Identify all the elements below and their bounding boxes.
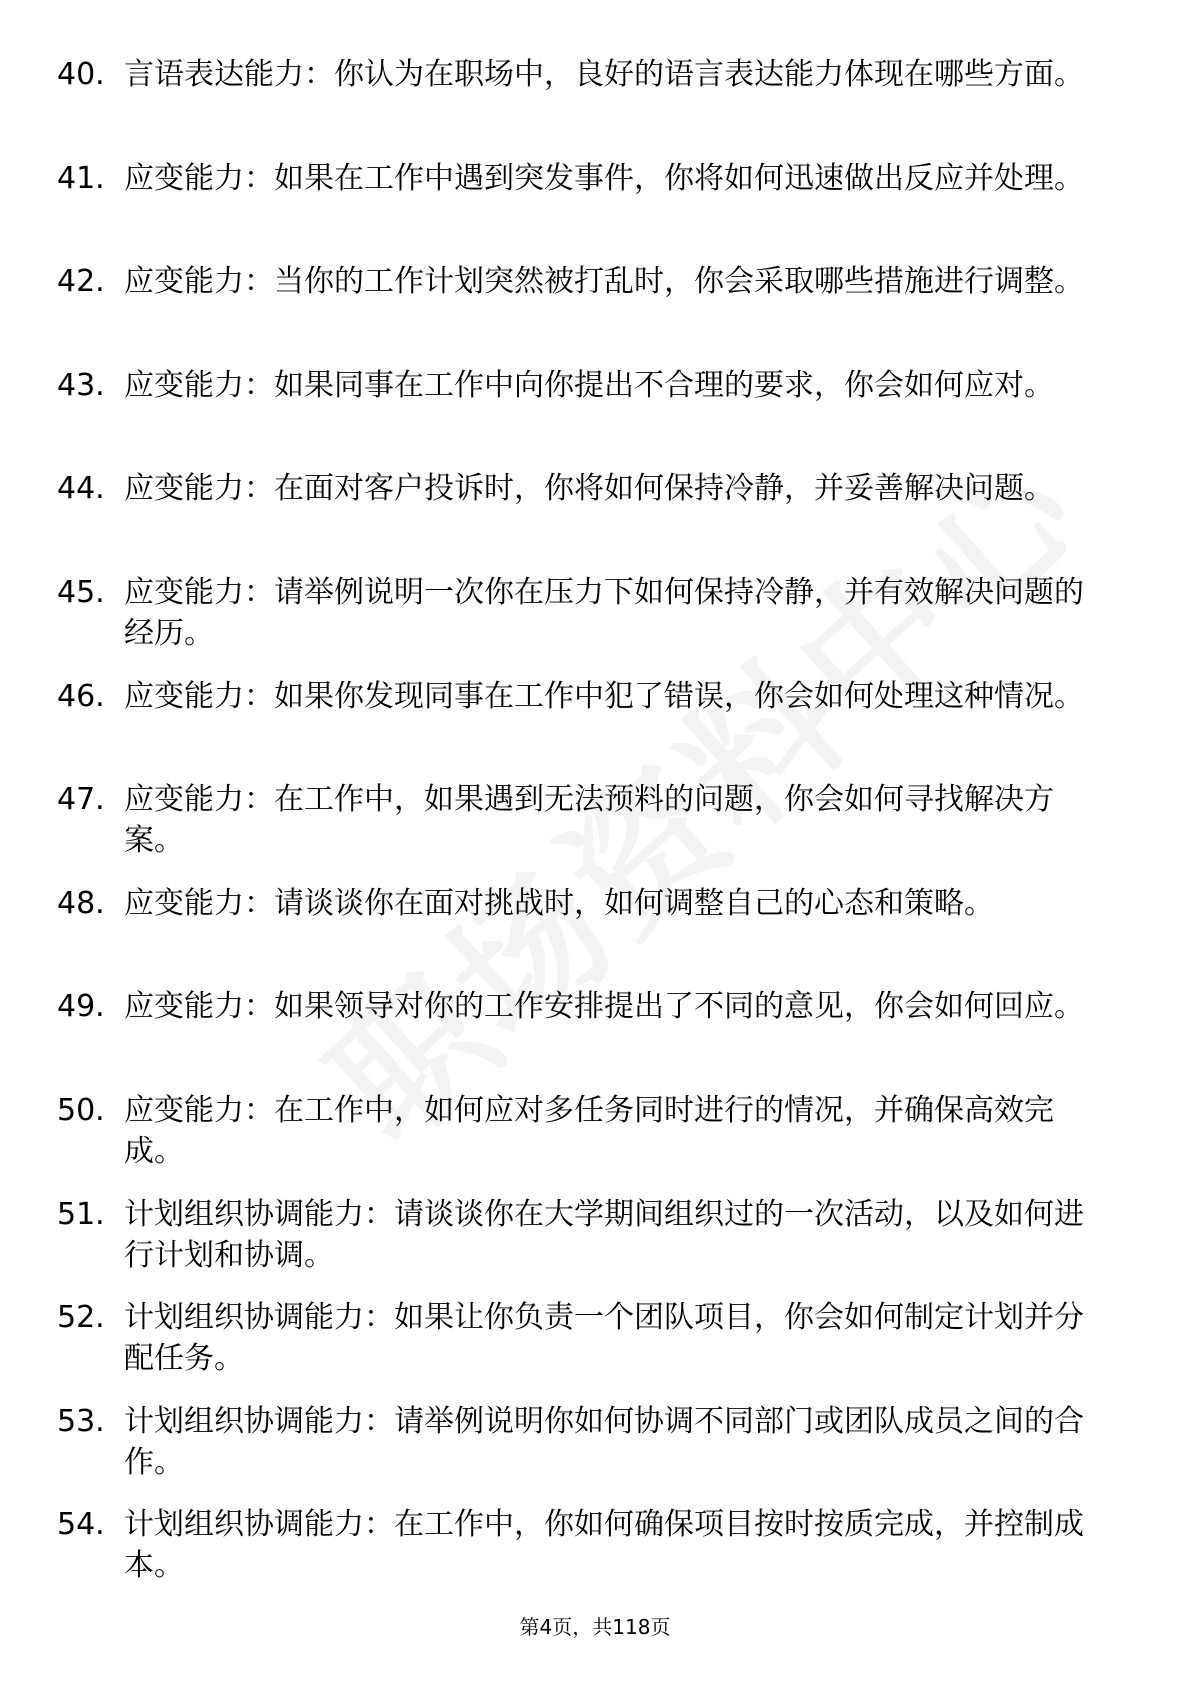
list-item (0, 1194, 1190, 1298)
list-item (0, 365, 1190, 469)
list-item (0, 1401, 1190, 1505)
question-number: 43. (57, 367, 105, 403)
question-text: 计划组织协调能力：如果让你负责一个团队项目，你会如何制定计划并分配任务。 (124, 1300, 1084, 1377)
question-text: 应变能力：在面对客户投诉时，你将如何保持冷静，并妥善解决问题。 (124, 471, 1054, 507)
question-text: 应变能力：如果同事在工作中向你提出不合理的要求，你会如何应对。 (124, 367, 1054, 403)
question-text: 计划组织协调能力：请举例说明你如何协调不同部门或团队成员之间的合作。 (124, 1403, 1084, 1480)
page-number: 第4页，共118页 (519, 1615, 671, 1639)
question-number: 48. (57, 885, 105, 921)
question-number: 54. (57, 1507, 105, 1543)
list-item (0, 158, 1190, 262)
list-item (0, 54, 1190, 158)
question-text: 计划组织协调能力：在工作中，你如何确保项目按时按质完成，并控制成本。 (124, 1507, 1084, 1584)
list-item (0, 883, 1190, 987)
question-number: 40. (57, 57, 105, 92)
list-item (0, 1297, 1190, 1401)
question-number: 53. (57, 1403, 105, 1439)
list-item (0, 572, 1190, 676)
question-number: 45. (57, 574, 105, 610)
question-number: 41. (57, 160, 105, 196)
list-item (0, 261, 1190, 365)
question-text: 应变能力：如果在工作中遇到突发事件，你将如何迅速做出反应并处理。 (124, 160, 1084, 196)
question-text: 应变能力：当你的工作计划突然被打乱时，你会采取哪些措施进行调整。 (124, 264, 1084, 300)
list-item (0, 468, 1190, 572)
question-number: 44. (57, 471, 105, 507)
question-text: 应变能力：请谈谈你在面对挑战时，如何调整自己的心态和策略。 (124, 885, 994, 921)
list-item (0, 676, 1190, 780)
list-item (0, 779, 1190, 883)
question-list (0, 54, 1190, 1608)
question-number: 42. (57, 264, 105, 300)
question-number: 52. (57, 1300, 105, 1336)
list-item (0, 1090, 1190, 1194)
question-number: 47. (57, 782, 105, 818)
question-number: 50. (57, 1092, 105, 1128)
question-text: 言语表达能力：你认为在职场中，良好的语言表达能力体现在哪些方面。 (124, 57, 1084, 92)
question-text: 应变能力：在工作中，如果遇到无法预料的问题，你会如何寻找解决方案。 (124, 782, 1054, 859)
question-number: 49. (57, 989, 105, 1025)
list-item (0, 986, 1190, 1090)
question-number: 46. (57, 678, 105, 714)
question-number: 51. (57, 1196, 105, 1232)
question-text: 应变能力：在工作中，如何应对多任务同时进行的情况，并确保高效完成。 (124, 1092, 1054, 1169)
question-text: 应变能力：请举例说明一次你在压力下如何保持冷静，并有效解决问题的经历。 (124, 574, 1084, 651)
question-text: 应变能力：如果你发现同事在工作中犯了错误，你会如何处理这种情况。 (124, 678, 1084, 714)
list-item (0, 1504, 1190, 1608)
question-text: 应变能力：如果领导对你的工作安排提出了不同的意见，你会如何回应。 (124, 989, 1084, 1025)
question-text: 计划组织协调能力：请谈谈你在大学期间组织过的一次活动，以及如何进行计划和协调。 (124, 1196, 1084, 1273)
